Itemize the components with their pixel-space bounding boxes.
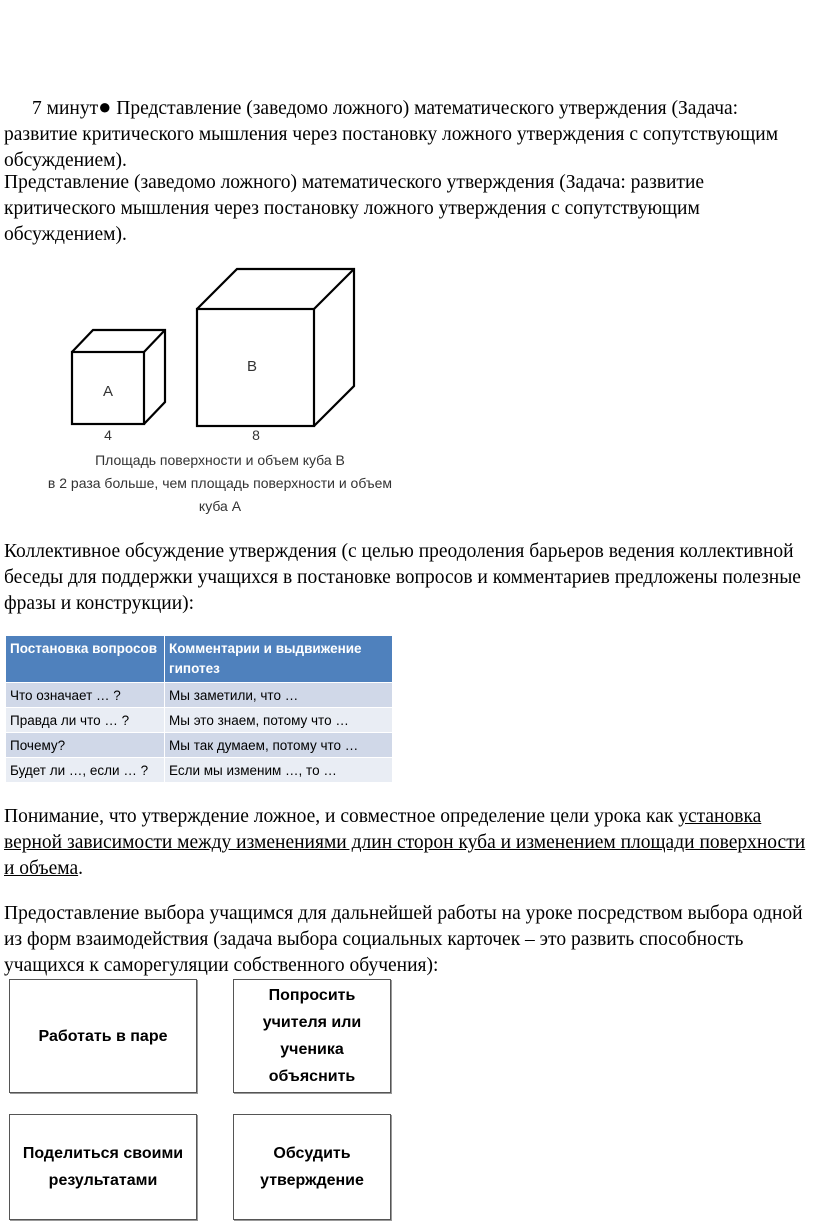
cube-a-drawing	[72, 330, 165, 424]
cube-a-label: A	[102, 383, 114, 400]
cube-b-label: B	[246, 358, 258, 375]
choice-paragraph: Предоставление выбора учащимся для дальнейшей работы на уроке посредством выбора одной из форм взаимодействия (задача выбора социальных карточек – это развить способность учащихся к саморегуляции собственного обучения):	[4, 903, 803, 976]
card-ask-to-explain: Попросить учителя или ученика объяснить	[233, 979, 391, 1093]
table-cell: Что означает … ?	[6, 683, 165, 708]
table-row	[6, 733, 392, 758]
caption-line-2: в 2 раза больше, чем площадь поверхности и объем	[47, 475, 393, 491]
phrases-table	[6, 636, 392, 782]
table-cell: Мы так думаем, потому что …	[165, 733, 393, 758]
table-header-row	[6, 636, 392, 683]
intro-paragraph	[4, 96, 810, 174]
understanding-paragraph	[4, 804, 810, 882]
lesson-goal-underlined: установка верной зависимости между изменениями длин сторон куба и изменением площади поверхности и объема	[4, 806, 806, 879]
caption-line-1: Площадь поверхности и объем куба В	[95, 452, 345, 468]
table-header-comments: Комментарии и выдвижение гипотез	[165, 636, 393, 683]
cube-b-side: 8	[252, 427, 260, 442]
table-cell: Правда ли что … ?	[6, 708, 165, 733]
table-cell: Если мы изменим …, то …	[165, 758, 393, 783]
discussion-paragraph: Коллективное обсуждение утверждения (с целью преодоления барьеров ведения коллективной беседы для поддержки учащихся в постановке вопросов и комментариев предложены полезные фразы и конструкции):	[4, 541, 801, 614]
bullet-icon: ●	[98, 94, 112, 119]
cubes-figure	[20, 262, 400, 442]
understanding-text: Понимание, что утверждение ложное, и совместное определение цели урока как	[4, 806, 679, 827]
understanding-end: .	[78, 858, 83, 879]
table-row	[6, 683, 392, 708]
cube-b-drawing	[197, 269, 354, 426]
card-share-results: Поделиться своими результатами	[9, 1114, 197, 1220]
card-discuss-statement: Обсудить утверждение	[233, 1114, 391, 1220]
table-cell: Мы заметили, что …	[165, 683, 393, 708]
figure-caption	[10, 449, 430, 518]
card-work-in-pair: Работать в паре	[9, 979, 197, 1093]
table-cell: Мы это знаем, потому что …	[165, 708, 393, 733]
intro-repeat-paragraph: Представление (заведомо ложного) математического утверждения (Задача: развитие критического мышления через постановку ложного утверждения с сопутствующим обсуждением).	[4, 172, 705, 245]
time-label: 7 минут	[32, 98, 99, 119]
intro-text: Представление (заведомо ложного) математического утверждения (Задача: развитие критического мышления через постановку ложного утверждения с сопутствующим обсуждением).	[4, 98, 779, 171]
table-header-questions: Постановка вопросов	[6, 636, 165, 683]
table-row	[6, 758, 392, 783]
caption-line-3: куба А	[198, 498, 242, 514]
table-cell: Будет ли …, если … ?	[6, 758, 165, 783]
table-cell: Почему?	[6, 733, 165, 758]
table-row	[6, 708, 392, 733]
cube-a-side: 4	[104, 427, 112, 442]
